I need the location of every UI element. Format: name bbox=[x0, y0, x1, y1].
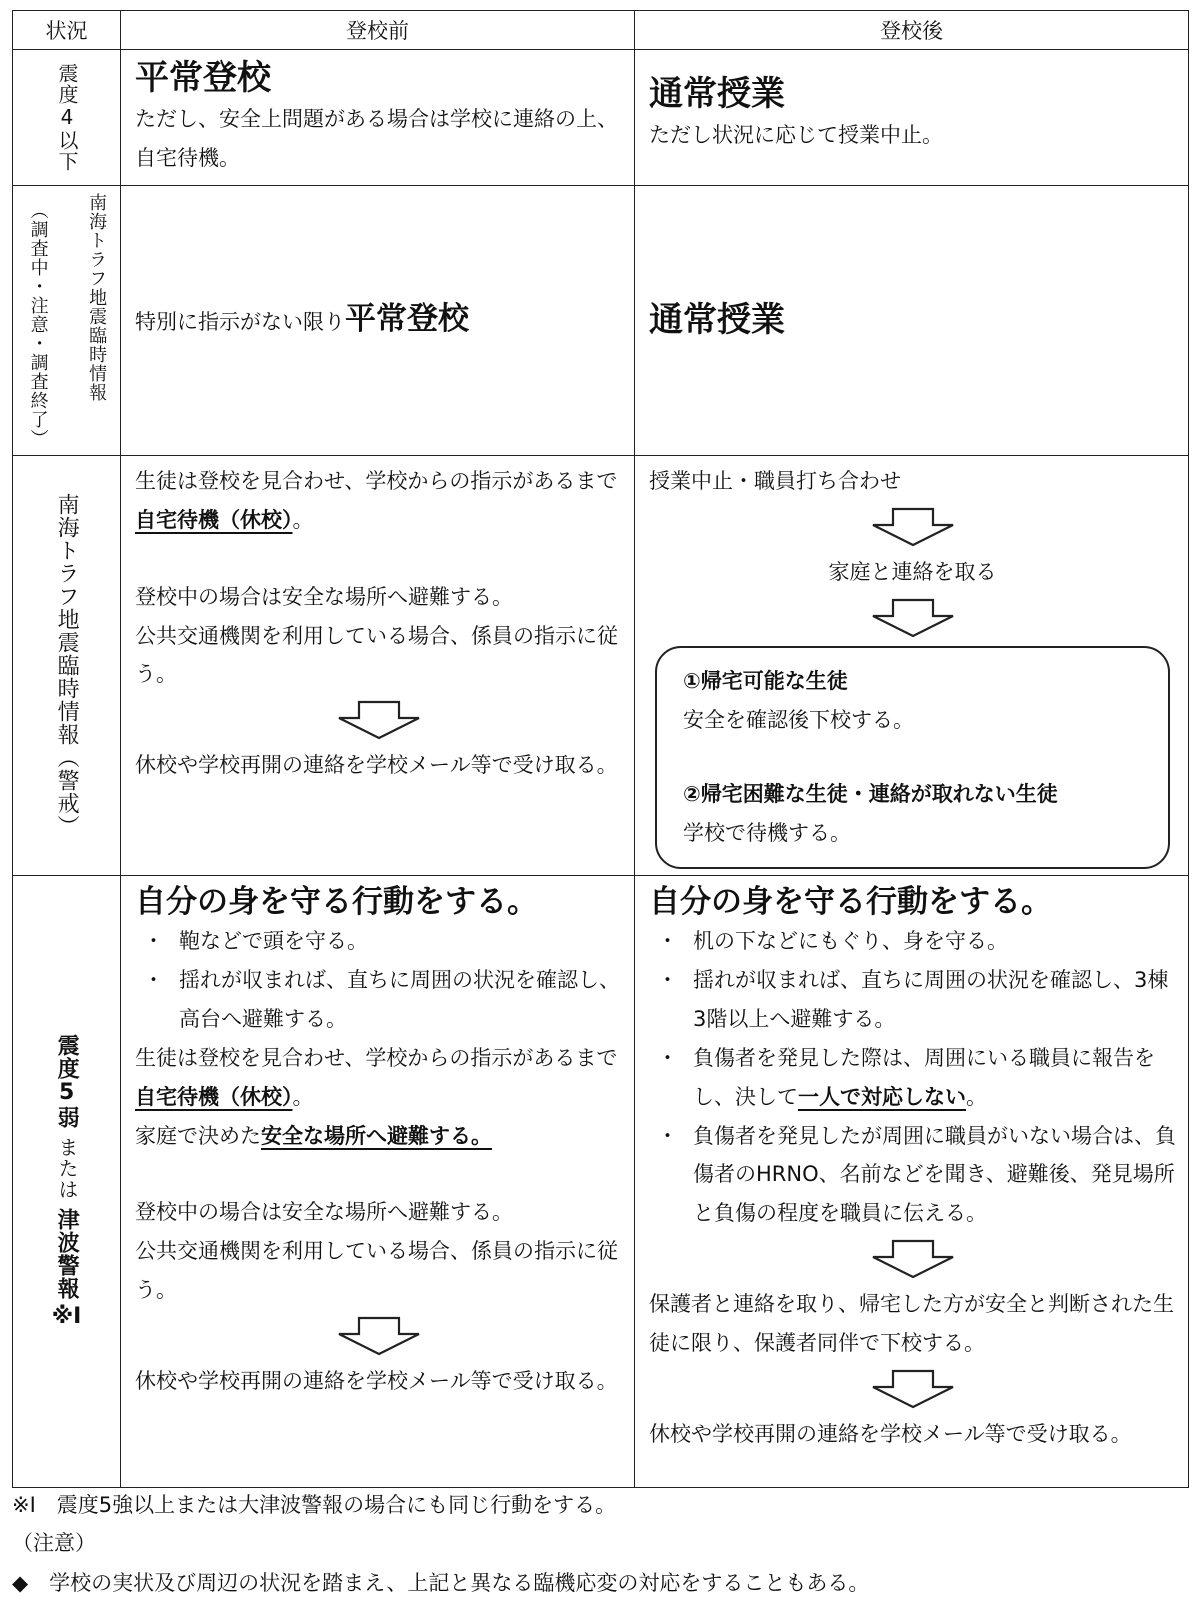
after-cell bbox=[635, 456, 1189, 876]
after-contact: 休校や学校再開の連絡を学校メール等で受け取る。 bbox=[649, 1421, 1132, 1446]
situation-cell bbox=[13, 876, 121, 1488]
row-nankai-warning bbox=[13, 456, 1189, 876]
before-contact: 休校や学校再開の連絡を学校メール等で受け取る。 bbox=[135, 1368, 618, 1393]
response-table bbox=[12, 10, 1189, 1488]
after-cell bbox=[635, 876, 1189, 1488]
header-situation: 状況 bbox=[13, 11, 121, 50]
caution-label: （注意） bbox=[12, 1531, 96, 1555]
before-title: 平常登校 bbox=[135, 58, 271, 98]
situation-label-sub: （調査中・注意・調査終了） bbox=[27, 201, 49, 448]
box-title-2: ②帰宅困難な生徒・連絡が取れない生徒 bbox=[683, 782, 1058, 807]
before-cell bbox=[121, 50, 635, 186]
after-bullet: ・ 机の下などにもぐり、身を守る。 bbox=[649, 922, 1176, 961]
after-bullet: ・ 揺れが収まれば、直ちに周囲の状況を確認し、3棟3階以上へ避難する。 bbox=[649, 961, 1176, 1039]
row-intensity-4 bbox=[13, 50, 1189, 186]
before-family: 家庭で決めた安全な場所へ避難する。 bbox=[135, 1123, 492, 1148]
standby-emphasis: 自宅待機（休校） bbox=[135, 1084, 293, 1109]
situation-cell bbox=[13, 456, 121, 876]
down-arrow-icon bbox=[871, 598, 955, 638]
situation-cell bbox=[13, 186, 121, 456]
before-evac: 登校中の場合は安全な場所へ避難する。 bbox=[135, 1200, 513, 1225]
situation-label-b: または bbox=[55, 1137, 79, 1201]
after-text: ただし状況に応じて授業中止。 bbox=[649, 123, 943, 148]
after-title: 通常授業 bbox=[649, 300, 785, 341]
after-cell bbox=[635, 50, 1189, 186]
situation-label-c: 津波警報 bbox=[54, 1208, 80, 1301]
down-arrow-icon bbox=[337, 1316, 421, 1356]
row-intensity-5 bbox=[13, 876, 1189, 1488]
before-title: 平常登校 bbox=[345, 301, 469, 338]
row-nankai-info bbox=[13, 186, 1189, 456]
header-after: 登校後 bbox=[635, 11, 1189, 50]
after-line1: 授業中止・職員打ち合わせ bbox=[649, 469, 901, 493]
down-arrow-icon bbox=[871, 507, 955, 547]
before-standby: 生徒は登校を見合わせ、学校からの指示があるまで自宅待機（休校）。 bbox=[135, 469, 618, 532]
after-family: 家庭と連絡を取る bbox=[828, 559, 997, 584]
before-contact: 休校や学校再開の連絡を学校メール等で受け取る。 bbox=[135, 753, 618, 778]
situation-label-main: 南海トラフ地震臨時情報 bbox=[86, 193, 108, 402]
before-bullet: ・ 揺れが収まれば、直ちに周囲の状況を確認し、高台へ避難する。 bbox=[135, 961, 622, 1039]
before-transit: 公共交通機関を利用している場合、係員の指示に従う。 bbox=[135, 1239, 618, 1303]
box-text-2: 学校で待機する。 bbox=[683, 821, 851, 846]
before-transit: 公共交通機関を利用している場合、係員の指示に従う。 bbox=[135, 623, 618, 687]
after-title: 通常授業 bbox=[649, 74, 785, 114]
situation-label: 南海トラフ地震臨時情報（警戒） bbox=[54, 493, 80, 839]
before-evac: 登校中の場合は安全な場所へ避難する。 bbox=[135, 584, 513, 609]
footnote: ※Ⅰ 震度5強以上または大津波警報の場合にも同じ行動をする。 bbox=[12, 1493, 617, 1517]
down-arrow-icon bbox=[337, 700, 421, 740]
caution-text: ◆ 学校の実状及び周辺の状況を踏まえ、上記と異なる臨機応変の対応をすることもある。 bbox=[12, 1571, 870, 1595]
situation-label-a: 震度5弱 bbox=[54, 1034, 80, 1130]
after-bullet: ・ 負傷者を発見したが周囲に職員がいない場合は、負傷者のHRNO、名前などを聞き、避難後、発見場所と負傷の程度を職員に伝える。 bbox=[649, 1117, 1176, 1234]
situation-cell bbox=[13, 50, 121, 186]
down-arrow-icon bbox=[871, 1369, 955, 1409]
after-heading: 自分の身を守る行動をする。 bbox=[649, 884, 1052, 921]
before-heading: 自分の身を守る行動をする。 bbox=[135, 884, 538, 921]
before-cell bbox=[121, 186, 635, 456]
before-standby: 生徒は登校を見合わせ、学校からの指示があるまで自宅待機（休校）。 bbox=[135, 1045, 618, 1109]
before-text: ただし、安全上問題がある場合は学校に連絡の上、自宅待機。 bbox=[135, 107, 618, 171]
after-cell bbox=[635, 186, 1189, 456]
evacuate-emphasis: 安全な場所へ避難する。 bbox=[261, 1123, 492, 1148]
before-cell bbox=[121, 876, 635, 1488]
header-before: 登校前 bbox=[121, 11, 635, 50]
down-arrow-icon bbox=[871, 1239, 955, 1279]
before-prefix: 特別に指示がない限り bbox=[135, 310, 345, 335]
before-cell bbox=[121, 456, 635, 876]
before-bullet: ・ 鞄などで頭を守る。 bbox=[135, 922, 622, 961]
after-guardian: 保護者と連絡を取り、帰宅した方が安全と判断された生徒に限り、保護者同伴で下校する。 bbox=[649, 1292, 1174, 1355]
alone-emphasis: 一人で対応しない bbox=[798, 1084, 966, 1109]
box-title-1: ①帰宅可能な生徒 bbox=[683, 668, 848, 693]
student-action-box bbox=[655, 646, 1170, 869]
box-text-1: 安全を確認後下校する。 bbox=[683, 707, 914, 732]
after-bullet: ・ 負傷者を発見した際は、周囲にいる職員に報告をし、決して一人で対応しない。 bbox=[649, 1039, 1176, 1117]
header-row bbox=[13, 11, 1189, 50]
situation-label-note: ※Ⅰ bbox=[51, 1304, 82, 1330]
standby-emphasis: 自宅待機（休校） bbox=[135, 507, 293, 532]
situation-label: 震度4以下 bbox=[55, 63, 79, 172]
